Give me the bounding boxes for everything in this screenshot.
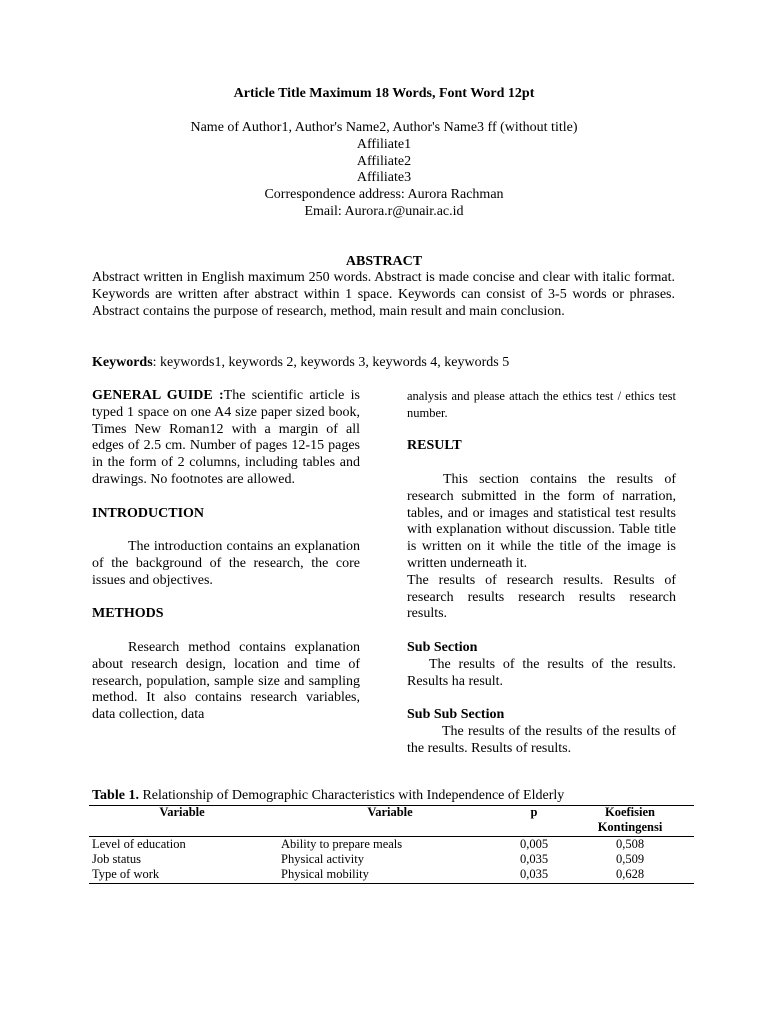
methods-text: Research method contains explanation about research design, location and time of research, population, sample size and sampling method. It also contains research variables, data collection, data [92,639,360,723]
keywords-line [92,355,675,372]
affiliate-2: Affiliate2 [356,153,412,169]
abstract-body: Abstract written in English maximum 250 words. Abstract is made concise and clear with italic format. Keywords are written after abstract within 1 space. Keywords can consist of 3-5 words or phrases. Abstract contains the purpose of research, method, main result and main conclusion. [92,270,675,319]
introduction-text: The introduction contains an explanation of the background of the research, the core issues and objectives. [92,539,360,588]
result-heading: RESULT [407,438,462,454]
table-cell: Job status [92,852,141,866]
table-cell: 0,005 [519,837,549,851]
table-header-variable-1: Variable [159,805,205,819]
general-guide-text: The scientific article is typed 1 space on one A4 size paper sized book, Times New Roman12 with a margin of all edges of 2.5 cm. Number of pages 12-15 pages in the form of 2 columns, including tables and drawings. No footnotes are allowed. [92,388,360,487]
table-caption-label: Table 1. [92,788,139,803]
table-caption-text: Relationship of Demographic Characteristics with Independence of Elderly [138,788,565,803]
keywords-label: Keywords [92,355,153,370]
table-header-p: p [530,805,538,819]
affiliate-3: Affiliate3 [356,170,412,186]
keywords-text: : keywords1, keywords 2, keywords 3, keywords 4, keywords 5 [152,355,510,370]
methods-heading: METHODS [92,606,164,622]
author-block [0,120,768,221]
table-cell: Level of education [92,837,186,851]
correspondence-address: Correspondence address: Aurora Rachman [264,187,504,203]
table-cell: 0,508 [615,837,645,851]
table-cell: Ability to prepare meals [281,837,403,851]
table-cell: Type of work [92,867,160,881]
table-cell: 0,035 [519,852,549,866]
table-header-kontingensi: Kontingensi [597,820,663,834]
left-column [92,388,360,724]
introduction-heading: INTRODUCTION [92,505,205,521]
sub-section-heading: Sub Section [407,639,478,655]
affiliate-1: Affiliate1 [356,136,412,152]
table-header-variable-2: Variable [367,805,413,819]
abstract-heading: ABSTRACT [345,254,423,269]
table-caption [92,788,702,804]
sub-sub-section-heading: Sub Sub Section [407,707,505,723]
email-address: Email: Aurora.r@unair.ac.id [304,203,464,219]
table-cell: 0,628 [615,867,645,881]
general-guide-paragraph [92,388,360,489]
result-text-2: The results of research results. Results of research results research results research results. [407,572,676,622]
general-guide-label: GENERAL GUIDE : [92,388,224,403]
author-names: Name of Author1, Author's Name2, Author's Name3 ff (without title) [190,120,578,135]
table-header-koefisien: Koefisien [605,805,655,819]
sub-sub-section-text: The results of the results of the results of the results. Results of results. [407,723,676,756]
table-cell: Physical activity [281,852,364,866]
sub-section-text: The results of the results of the results. Results ha result. [407,656,676,689]
table-cell: Physical mobility [281,867,369,881]
methods-continued-text: analysis and please attach the ethics test / ethics test number. [407,389,676,420]
result-text: This section contains the results of research submitted in the form of narration, tables, and or images and statistical test results with explanation without discussion. Table title is written on it while the title of the image is written underneath it. [407,471,676,571]
table-cell: 0,035 [519,867,549,881]
article-title: Article Title Maximum 18 Words, Font Word 12pt [233,86,535,101]
right-column [407,388,676,758]
table-cell: 0,509 [615,852,645,866]
table-bottom-rule [89,883,694,884]
